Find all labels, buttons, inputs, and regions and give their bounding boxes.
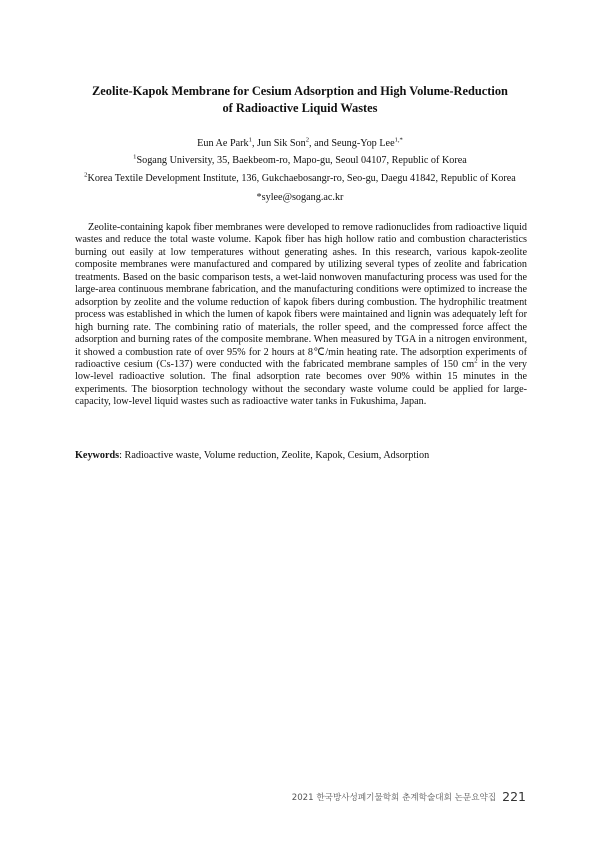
author-line <box>30 137 570 150</box>
author-separator: , <box>251 138 258 149</box>
abstract-text-part-1: Zeolite-containing kapok fiber membranes were developed to remove radionuclides from radioactive liquid wastes and reduce the total waste volume. Kapok fiber has high hollow ratio and combustion characteristics burning out easily at low temperatures without generating ashes. In this research, various kapok-zeolite composite membranes were manufactured and compared by utilizing several types of zeolite and fabrication treatments. Based on the basic comparison tests, a wet-laid nonwoven manufacturing process was used for the large-area continuous membrane fabrication, and the manufacturing conditions were optimized to increase the adsorption by zeolite and the volume reduction of kapok fibers during combustion. The hydrophilic treatment process was established in which the lumen of kapok fibers were maintained and lignin was adequately left for high burning rate. The combining ratio of materials, the roller speed, and the compressed force affect the adsorption and burning rates of the composite membrane. When measured by TGA in a nitrogen environment, it showed a combustion rate of over 95% for 2 hours at 8℃/min heating rate. The adsorption experiments of radioactive cesium (Cs-137) were conducted with the fabricated membrane samples of 150 cm <box>75 222 527 370</box>
abstract-paragraph <box>75 222 527 409</box>
page-footer <box>292 789 526 806</box>
author-affiliation-mark: 1 <box>248 136 252 144</box>
affiliation-mark: 1 <box>133 153 137 161</box>
author-name: Seung-Yop Lee <box>331 138 395 149</box>
abstract-text-part-2: in the very low-level radioactive solution. The final adsorption rate becomes over 90% within 15 minutes in the experiments. The biosorption technology without the secondary waste volume could be applied for large-capacity, low-level liquid wastes such as radioactive water tanks in Fukushima, Japan. <box>75 358 527 408</box>
author-name: Jun Sik Son <box>257 138 306 149</box>
affiliation-1 <box>30 154 570 167</box>
corresponding-email: *sylee@sogang.ac.kr <box>256 192 344 203</box>
author-affiliation-mark: 1,* <box>394 136 403 144</box>
page-number: 221 <box>502 789 526 804</box>
title-line-2: of Radioactive Liquid Wastes <box>222 101 378 115</box>
proceedings-title: 2021 한국방사성폐기물학회 춘계학술대회 논문요약집 <box>291 793 497 803</box>
affiliation-2 <box>30 172 570 185</box>
abstract-unit-superscript: 2 <box>474 357 478 365</box>
keywords-text: : Radioactive waste, Volume reduction, Zeolite, Kapok, Cesium, Adsorption <box>119 450 430 461</box>
keywords-line <box>75 450 527 462</box>
affiliation-text: Sogang University, 35, Baekbeom-ro, Mapo-gu, Seoul 04107, Republic of Korea <box>136 155 467 166</box>
author-name: Eun Ae Park <box>197 138 249 149</box>
affiliation-text: Korea Textile Development Institute, 136, Gukchaebosangr-ro, Seo-gu, Daegu 41842, Republic of Korea <box>87 173 516 184</box>
author-separator: , and <box>309 138 332 149</box>
keywords-label: Keywords <box>75 450 120 461</box>
affiliation-mark: 2 <box>84 171 88 179</box>
title-line-1: Zeolite-Kapok Membrane for Cesium Adsorption and High Volume-Reduction <box>92 84 508 98</box>
author-affiliation-mark: 2 <box>305 136 310 144</box>
paper-title <box>50 83 550 117</box>
